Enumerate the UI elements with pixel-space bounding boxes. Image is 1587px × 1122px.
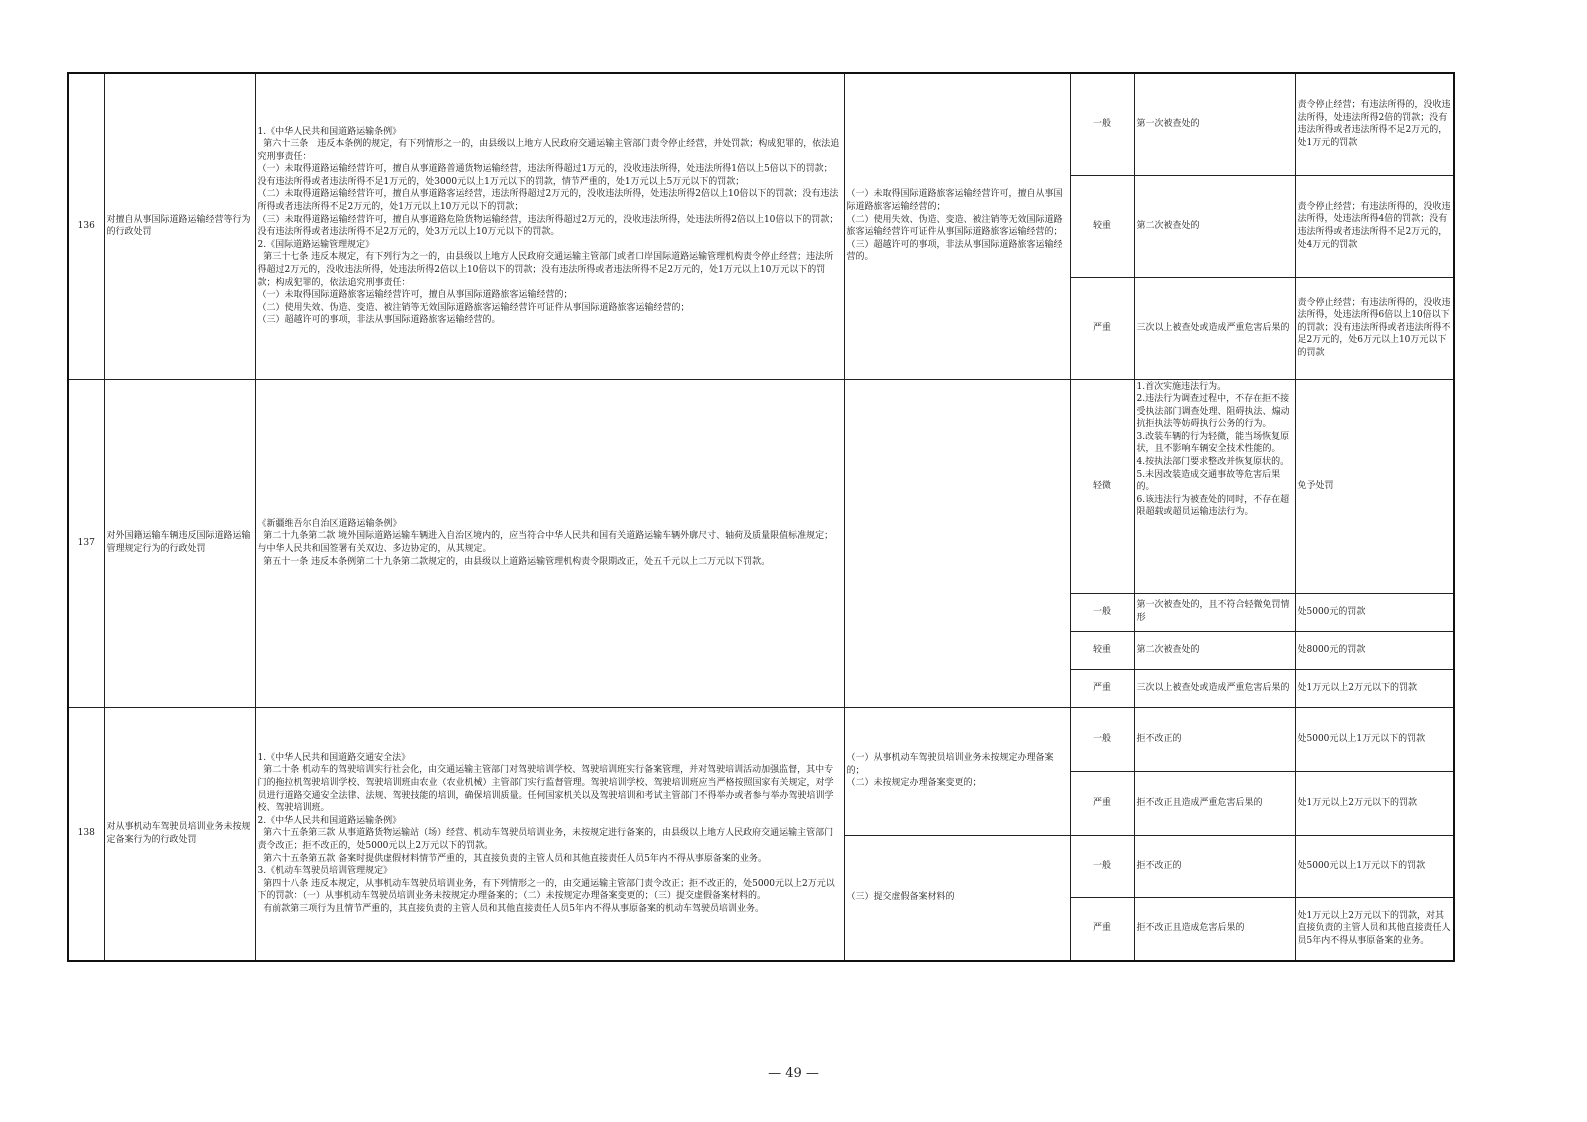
circumstance: 第一次被查处的: [1134, 73, 1295, 175]
circumstance: 拒不改正的: [1134, 707, 1295, 771]
severity-level: 一般: [1070, 835, 1134, 897]
penalty-standard: 免予处罚: [1295, 379, 1454, 593]
violation-condition: （一）未取得国际道路旅客运输经营许可，擅自从事国际道路旅客运输经营的； （二）使用失效、伪造、变造、被注销等无效国际道路旅客运输经营许可证件从事国际道路旅客运输经营的； （三）超越许可的事项，非法从事国际道路旅客运输经营的。: [844, 73, 1070, 379]
penalty-standard: 责令停止经营；有违法所得的，没收违法所得，处违法所得2倍的罚款；没有违法所得或者违法所得不足2万元的，处1万元的罚款: [1295, 73, 1454, 175]
circumstance: 第二次被查处的: [1134, 631, 1295, 669]
circumstance: 第一次被查处的，且不符合轻微免罚情形: [1134, 593, 1295, 631]
severity-level: 严重: [1070, 771, 1134, 835]
penalty-standard: 处1万元以上2万元以下的罚款，对其直接负责的主管人员和其他直接责任人员5年内不得从事原备案的业务。: [1295, 897, 1454, 961]
severity-level: 严重: [1070, 277, 1134, 379]
circumstance: 1.首次实施违法行为。 2.违法行为调查过程中，不存在拒不接受执法部门调查处理、阻碍执法、煽动抗拒执法等妨碍执行公务的行为。 3.改装车辆的行为轻微，能当场恢复原状，且不影响车辆安全技术性能的。 4.按执法部门要求整改并恢复原状的。 5.未因改装造成交通事故等危害后果的。 6.该违法行为被查处的同时，不存在超限超载或超员运输违法行为。: [1134, 379, 1295, 593]
row-number: 137: [68, 379, 104, 707]
violation-item: 对从事机动车驾驶员培训业务未按规定备案行为的行政处罚: [104, 707, 255, 961]
circumstance: 三次以上被查处或造成严重危害后果的: [1134, 669, 1295, 707]
severity-level: 较重: [1070, 175, 1134, 277]
circumstance: 拒不改正且造成严重危害后果的: [1134, 771, 1295, 835]
violation-condition: （一）从事机动车驾驶员培训业务未按规定办理备案的； （二）未按规定办理备案变更的；: [844, 707, 1070, 835]
violation-condition: [844, 379, 1070, 707]
legal-basis: 1.《中华人民共和国道路运输条例》 第六十三条 违反本条例的规定，有下列情形之一的，由县级以上地方人民政府交通运输主管部门责令停止经营，并处罚款；构成犯罪的，依法追究刑事责任： （一）未取得道路运输经营许可，擅自从事道路普通货物运输经营，违法所得超过1万元的，没收违法所得，处违法所得1倍以上5倍以下的罚款；没有违法所得或者违法所得不足1万元的，处3000元以上1万元以下的罚款，情节严重的，处1万元以上5万元以下的罚款； （二）未取得道路运输经营许可，擅自从事道路客运经营，违法所得超过2万元的，没收违法所得，处违法所得2倍以上10倍以下的罚款；没有违法所得或者违法所得不足2万元的，处1万元以上10万元以下的罚款； （三）未取得道路运输经营许可，擅自从事道路危险货物运输经营，违法所得超过2万元的，没收违法所得，处违法所得2倍以上10倍以下的罚款；没有违法所得或者违法所得不足2万元的，处3万元以上10万元以下的罚款。 2.《国际道路运输管理规定》 第三十七条 违反本规定，有下列行为之一的，由县级以上地方人民政府交通运输主管部门或者口岸国际道路运输管理机构责令停止经营；违法所得超过2万元的，没收违法所得，处违法所得2倍以上10倍以下的罚款；没有违法所得或者违法所得不足2万元的，处1万元以上10万元以下的罚款；构成犯罪的，依法追究刑事责任： （一）未取得国际道路旅客运输经营许可，擅自从事国际道路旅客运输经营的； （二）使用失效、伪造、变造、被注销等无效国际道路旅客运输经营许可证件从事国际道路旅客运输经营的； （三）超越许可的事项，非法从事国际道路旅客运输经营的。: [255, 73, 844, 379]
severity-level: 一般: [1070, 73, 1134, 175]
row-number: 136: [68, 73, 104, 379]
circumstance: 三次以上被查处或造成严重危害后果的: [1134, 277, 1295, 379]
penalty-standard-table: [67, 72, 1455, 962]
circumstance: 第二次被查处的: [1134, 175, 1295, 277]
circumstance: 拒不改正且造成危害后果的: [1134, 897, 1295, 961]
penalty-standard: 处1万元以上2万元以下的罚款: [1295, 771, 1454, 835]
table-row-136: [68, 73, 1454, 175]
violation-item: 对外国籍运输车辆违反国际道路运输管理规定行为的行政处罚: [104, 379, 255, 707]
legal-basis: 《新疆维吾尔自治区道路运输条例》 第二十九条第二款 境外国际道路运输车辆进入自治区境内的，应当符合中华人民共和国有关道路运输车辆外廓尺寸、轴荷及质量限值标准规定；与中华人民共和国签署有关双边、多边协定的，从其规定。 第五十一条 违反本条例第二十九条第二款规定的，由县级以上道路运输管理机构责令限期改正，处五千元以上二万元以下罚款。: [255, 379, 844, 707]
violation-item: 对擅自从事国际道路运输经营等行为的行政处罚: [104, 73, 255, 379]
circumstance: 拒不改正的: [1134, 835, 1295, 897]
penalty-standard: 责令停止经营；有违法所得的，没收违法所得，处违法所得4倍的罚款；没有违法所得或者违法所得不足2万元的，处4万元的罚款: [1295, 175, 1454, 277]
penalty-standard: 处1万元以上2万元以下的罚款: [1295, 669, 1454, 707]
row-number: 138: [68, 707, 104, 961]
penalty-standard: 处5000元的罚款: [1295, 593, 1454, 631]
penalty-standard: 处5000元以上1万元以下的罚款: [1295, 707, 1454, 771]
severity-level: 严重: [1070, 669, 1134, 707]
severity-level: 较重: [1070, 631, 1134, 669]
severity-level: 轻微: [1070, 379, 1134, 593]
penalty-standard: 处8000元的罚款: [1295, 631, 1454, 669]
table-row-137: [68, 379, 1454, 593]
page-number: — 49 —: [768, 1066, 819, 1081]
table-row-138: [68, 707, 1454, 771]
severity-level: 严重: [1070, 897, 1134, 961]
severity-level: 一般: [1070, 593, 1134, 631]
severity-level: 一般: [1070, 707, 1134, 771]
legal-basis: 1.《中华人民共和国道路交通安全法》 第二十条 机动车的驾驶培训实行社会化，由交通运输主管部门对驾驶培训学校、驾驶培训班实行备案管理，并对驾驶培训活动加强监督，其中专门的拖拉机驾驶培训学校、驾驶培训班由农业（农业机械）主管部门实行监督管理。驾驶培训学校、驾驶培训班应当严格按照国家有关规定，对学员进行道路交通安全法律、法规、驾驶技能的培训，确保培训质量。任何国家机关以及驾驶培训和考试主管部门不得举办或者参与举办驾驶培训学校、驾驶培训班。 2.《中华人民共和国道路运输条例》 第六十五条第三款 从事道路货物运输站（场）经营、机动车驾驶员培训业务，未按规定进行备案的，由县级以上地方人民政府交通运输主管部门责令改正；拒不改正的，处5000元以上2万元以下的罚款。 第六十五条第五款 备案时提供虚假材料情节严重的，其直接负责的主管人员和其他直接责任人员5年内不得从事原备案的业务。 3.《机动车驾驶员培训管理规定》 第四十八条 违反本规定，从事机动车驾驶员培训业务，有下列情形之一的，由交通运输主管部门责令改正；拒不改正的，处5000元以上2万元以下的罚款：（一）从事机动车驾驶员培训业务未按规定办理备案的；（二）未按规定办理备案变更的；（三）提交虚假备案材料的。 有前款第三项行为且情节严重的，其直接负责的主管人员和其他直接责任人员5年内不得从事原备案的机动车驾驶员培训业务。: [255, 707, 844, 961]
penalty-standard: 处5000元以上1万元以下的罚款: [1295, 835, 1454, 897]
penalty-standard: 责令停止经营；有违法所得的，没收违法所得，处违法所得6倍以上10倍以下的罚款；没有违法所得或者违法所得不足2万元的，处6万元以上10万元以下的罚款: [1295, 277, 1454, 379]
violation-condition: （三）提交虚假备案材料的: [844, 835, 1070, 961]
